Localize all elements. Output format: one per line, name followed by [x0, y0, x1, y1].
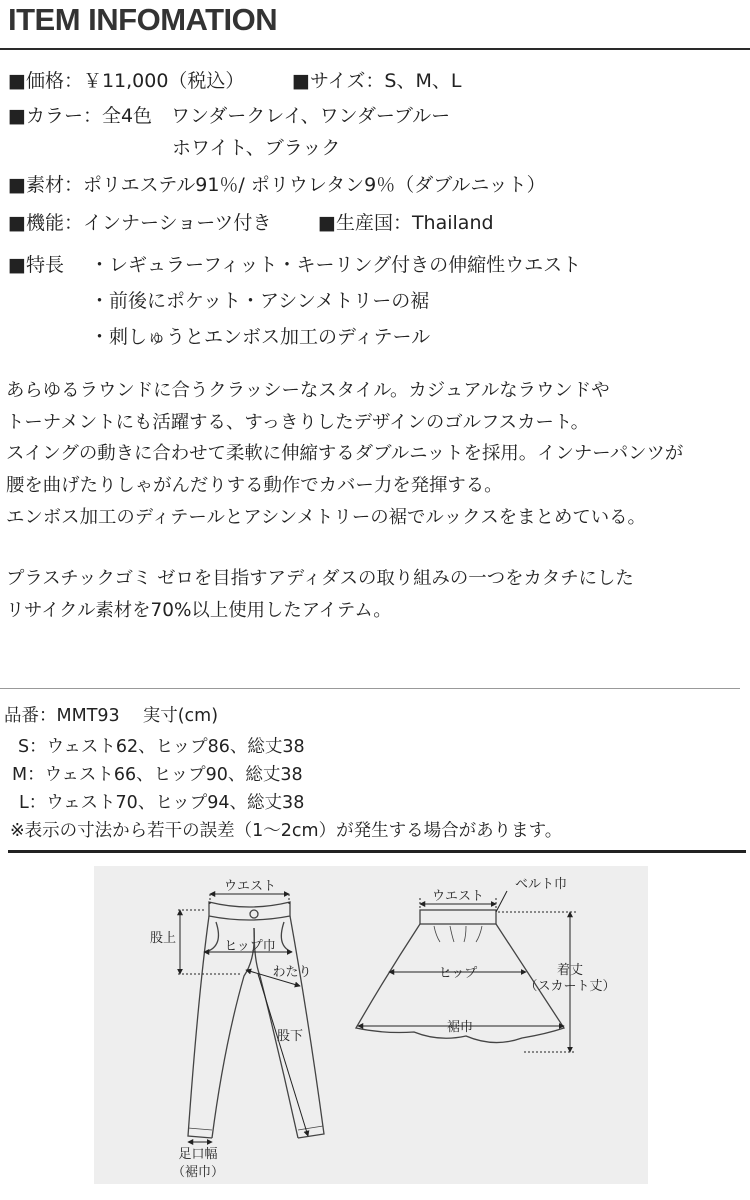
label-skirt-belt: ベルト巾 [514, 877, 568, 892]
spec-material: ■素材：ポリエステル91％/ ポリウレタン9％（ダブルニット） [8, 174, 546, 196]
spec-size: ■サイズ：S、M、L [292, 70, 462, 92]
spec-color: ■カラー：全4色 ワンダークレイ、ワンダーブルー [8, 105, 451, 127]
measurement-diagram-svg [94, 866, 648, 1184]
label-pants-waist: ウエスト [223, 879, 277, 894]
size-header: 品番：MMT93 実寸(cm) [4, 706, 219, 726]
label-skirt-hip: ヒップ [438, 966, 478, 981]
sustainability-line: プラスチックゴミ ゼロを目指すアディダスの取り組みの一つをカタチにした [6, 568, 634, 589]
measurement-diagram [94, 866, 648, 1184]
label-pants-rise: 股上 [149, 931, 177, 946]
description-line: スイングの動きに合わせて柔軟に伸縮するダブルニットを採用。インナーパンツが [6, 443, 684, 464]
size-row: L：ウェスト70、ヒップ94、総丈38 [19, 793, 305, 813]
label-skirt-waist: ウエスト [431, 889, 485, 904]
page-title: ITEM INFOMATION [8, 2, 278, 37]
description-line: トーナメントにも活躍する、すっきりしたデザインのゴルフスカート。 [6, 412, 589, 433]
description-line: 腰を曲げたりしゃがんだりする動作でカバー力を発揮する。 [6, 475, 503, 496]
label-pants-thigh: わたり [272, 965, 312, 980]
label-pants-hem-sub: （裾巾） [171, 1165, 225, 1180]
feature-item: ・レギュラーフィット・キーリング付きの伸縮性ウエスト [90, 254, 582, 276]
pants-illustration [188, 902, 324, 1138]
label-skirt-hem: 裾巾 [446, 1020, 474, 1035]
size-row: S：ウェスト62、ヒップ86、総丈38 [18, 737, 305, 757]
section-divider [0, 688, 740, 689]
label-pants-hem: 足口幅 [178, 1147, 218, 1162]
label-skirt-length-sub: （スカート丈） [524, 979, 616, 994]
feature-item: ・刺しゅうとエンボス加工のディテール [90, 326, 431, 348]
label-pants-hip: ヒップ巾 [224, 939, 276, 954]
description-line: エンボス加工のディテールとアシンメトリーの裾でルックスをまとめている。 [6, 507, 646, 528]
size-note: ※表示の寸法から若干の誤差（1〜2cm）が発生する場合があります。 [10, 821, 563, 841]
title-divider [0, 48, 750, 50]
label-skirt-length: 着丈 [556, 963, 584, 978]
spec-color-cont: ホワイト、ブラック [172, 137, 341, 159]
label-pants-inseam: 股下 [276, 1029, 304, 1044]
size-row: M：ウェスト66、ヒップ90、総丈38 [12, 765, 303, 785]
sustainability-line: リサイクル素材を70%以上使用したアイテム。 [6, 600, 392, 621]
feature-item: ・前後にポケット・アシンメトリーの裾 [90, 290, 430, 312]
description-line: あらゆるラウンドに合うクラッシーなスタイル。カジュアルなラウンドや [6, 380, 610, 401]
diagram-divider [8, 850, 746, 853]
spec-function: ■機能：インナーショーツ付き [8, 212, 272, 234]
spec-price: ■価格：￥11,000（税込） [8, 70, 245, 92]
spec-features-label: ■特長 [8, 254, 64, 276]
spec-origin: ■生産国：Thailand [318, 212, 494, 234]
